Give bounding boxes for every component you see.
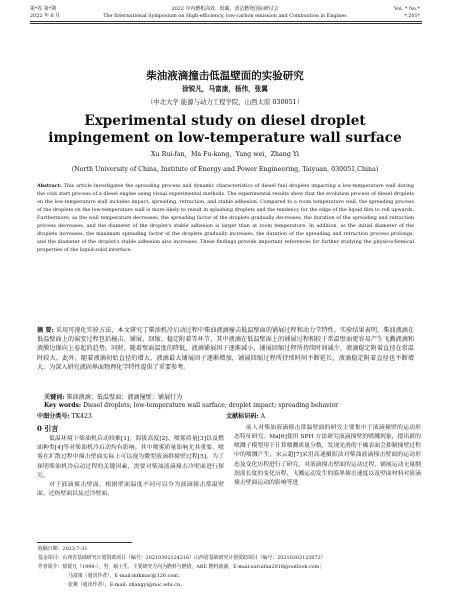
authors-cn: 徐锐凡，马富康，杨伟，张翼 (182, 85, 268, 93)
document-code-label: 文献标识码: (226, 413, 259, 420)
abstract-en-label: Abstract: (37, 183, 62, 189)
footnote-author-3: 张翼（通讯作者），E-mail: zhangyi@nuc.edu.cn。 (68, 582, 186, 588)
abstract-en-text: This article investigates the spreading process and dynamic characteristics of diesel fuel droplets impacting a low-temperature wall during the cold start process of a diesel engine using visual experimental methods. The experimental results show that the evolution process of diesel droplets on the low-temperature wall includes impact, spreading, retraction, and stable adhesion. Compared to a room temperature wall, the spreading process of the droplets on the low-temperature wall is more likely to result in splashing droplets and the tendency for the edge of the liquid film to roll upwards. Furthermore, as the wall temperature decreases, the spreading factor of the droplets gradually decreases, the duration of the spreading and retraction process decreases, and the diameter of the droplet's stable adhesion is larger than at room temperature. In addition, as the initial diameter of the droplets increases, the maximum spreading factor of the droplets gradually increases, the duration of the spreading and retraction process prolongs, and the diameter of the droplet's stable adhesion also increases. These findings provide important references for further studying the physicochemical properties of the liquid-solid interface. (37, 183, 414, 254)
intro-left-column (37, 424, 224, 499)
intro-paragraph: 对于液滴撞击壁面，根据壁面温度不同可以分为液滴撞击常温壁面、过热壁面以及过冷壁面。 (37, 481, 224, 498)
footnote-fund: 基金项目：山西省基础研究计划资助项目（编号：20210302124216）山西省基础研究计划资助项目（编号：20210302123072） (38, 555, 326, 561)
intro-paragraph: 低温环境下柴油机启动较难[1]，海拔高度[2]、喷雾质量[3]以及燃油种类[4]等对柴油机冷启动均有影响。其中喷雾质量影响尤其重要，喷雾在扩散过程中撞击壁面实际上可以视为微型液滴群撞壁过程[5]。为了探明柴油机冷启动过程的关键因素，需要对柴油液滴撞击冷壁面进行探究。 (37, 436, 224, 479)
footnote-rule (37, 542, 132, 543)
header-rule-thin (30, 23, 422, 24)
affiliation-en: (North University of China, Institute of Energy and Power Engineering, Taiyuan, 030051,China) (71, 166, 379, 173)
intro-right-column (234, 424, 421, 488)
keywords-en-label: Key words: (44, 402, 82, 409)
keywords-cn-text: 柴油液滴；低温壁面；液滴撞壁；铺展行为 (66, 394, 183, 401)
issue-label: 第*卷 第*期 (30, 6, 57, 12)
paper-title-cn: 柴油液滴撞击低温壁面的实验研究 (146, 70, 304, 82)
clc-number (37, 411, 92, 420)
keywords-en (44, 402, 338, 409)
symposium-title-en: The International Symposium on High-efficiency, low-carbon emission and Combustion in Engines (103, 13, 347, 19)
abstract-cn (37, 326, 414, 372)
footnote-author-2: 马富康（通讯作者），E-mail:mfkmac@126.com； (68, 573, 183, 579)
year-label: *.201* (404, 13, 420, 19)
affiliation-cn: （中北大学 能源与动力工程学院，山西太原 030051） (146, 98, 304, 106)
clc-label: 中图分类号: (37, 413, 70, 420)
abstract-en (37, 182, 414, 254)
date-label: 2022 年 6 月 (30, 13, 61, 19)
clc-value: TK423 (71, 413, 92, 420)
document-code (226, 411, 265, 420)
paper-title-en: Experimental study on diesel droplet impingement on low-temperature wall surface (48, 113, 402, 146)
keywords-cn-label: 关键词: (44, 394, 65, 401)
symposium-title-cn: 2022 年内燃机高效、低碳、清洁燃烧国际研讨会 (171, 6, 279, 12)
document-code-value: A (260, 413, 266, 420)
abstract-cn-text: 采用可视化实验方法，本文研究了柴油机冷启动过程中柴油液滴撞击低温壁面的铺展过程和动力学特性。实验结果表明，柴油液滴在低温壁面上的演变过程包括撞击、铺展、回缩、稳定附着等环节，其中液滴在低温壁面上的铺展过程相较于常温壁面更容易产生飞溅液滴和液膜边缘向上卷起的趋势。同时，随着壁面温度的降低，液滴铺展因子逐渐减小，铺展回缩过程所持续时间减少，液滴稳定附着直径在常温时较大。此外，随着液滴初始直径的增大，液滴最大铺展因子逐渐增加，铺展回缩过程所持续时间不断延长，液滴稳定附着直径也不断增大。为深入研究液固界面物理化学特性提供了重要参考。 (37, 327, 415, 371)
footnote-received: 收稿日期：2023-7-31 (38, 546, 88, 552)
authors-en: Xu Rui-fan，Ma Fu-kang，Yang wei，Zhang Yi (151, 151, 299, 158)
keywords-en-text: Diesel droplets; low-temperature wall surface; droplet impact; spreading behavior (83, 402, 339, 409)
volume-label: Vol. * No.* (394, 6, 420, 12)
footnote-author-info: 作者简介：徐锐凡（1998-），男，硕士生，主要研究方向为燃料与燃烧，ABE 燃料液滴，E-mail:xuruifan2018@outlook.com； (38, 564, 325, 570)
intro-heading: 0 引言 (37, 424, 59, 433)
abstract-cn-label: 摘 要: (37, 327, 54, 334)
intro-paragraph: 前人对柴油液滴撞击常温壁面的研究主要集中于液滴撞壁的运动形态特征研究。Ma[6]使用 SPH 方法研究液滴撞壁的喷溅现象，提出新的喷溅子模型用于计算喷溅质量分数，发现光滑的干燥表面会抑制撞壁过程中的喷溅产生。宋云超[7]采用高速摄影法对柴油液滴撞击壁面的运动形态及变化历程进行了研究，对液滴撞击壁面的运动过程、铺展运动无量纲润湿长度的变化历程、飞溅运动发生的临界撞击速度以及壁面材料对液滴撞击壁面运动的影响等进 (234, 425, 421, 486)
keywords-cn (44, 392, 182, 401)
